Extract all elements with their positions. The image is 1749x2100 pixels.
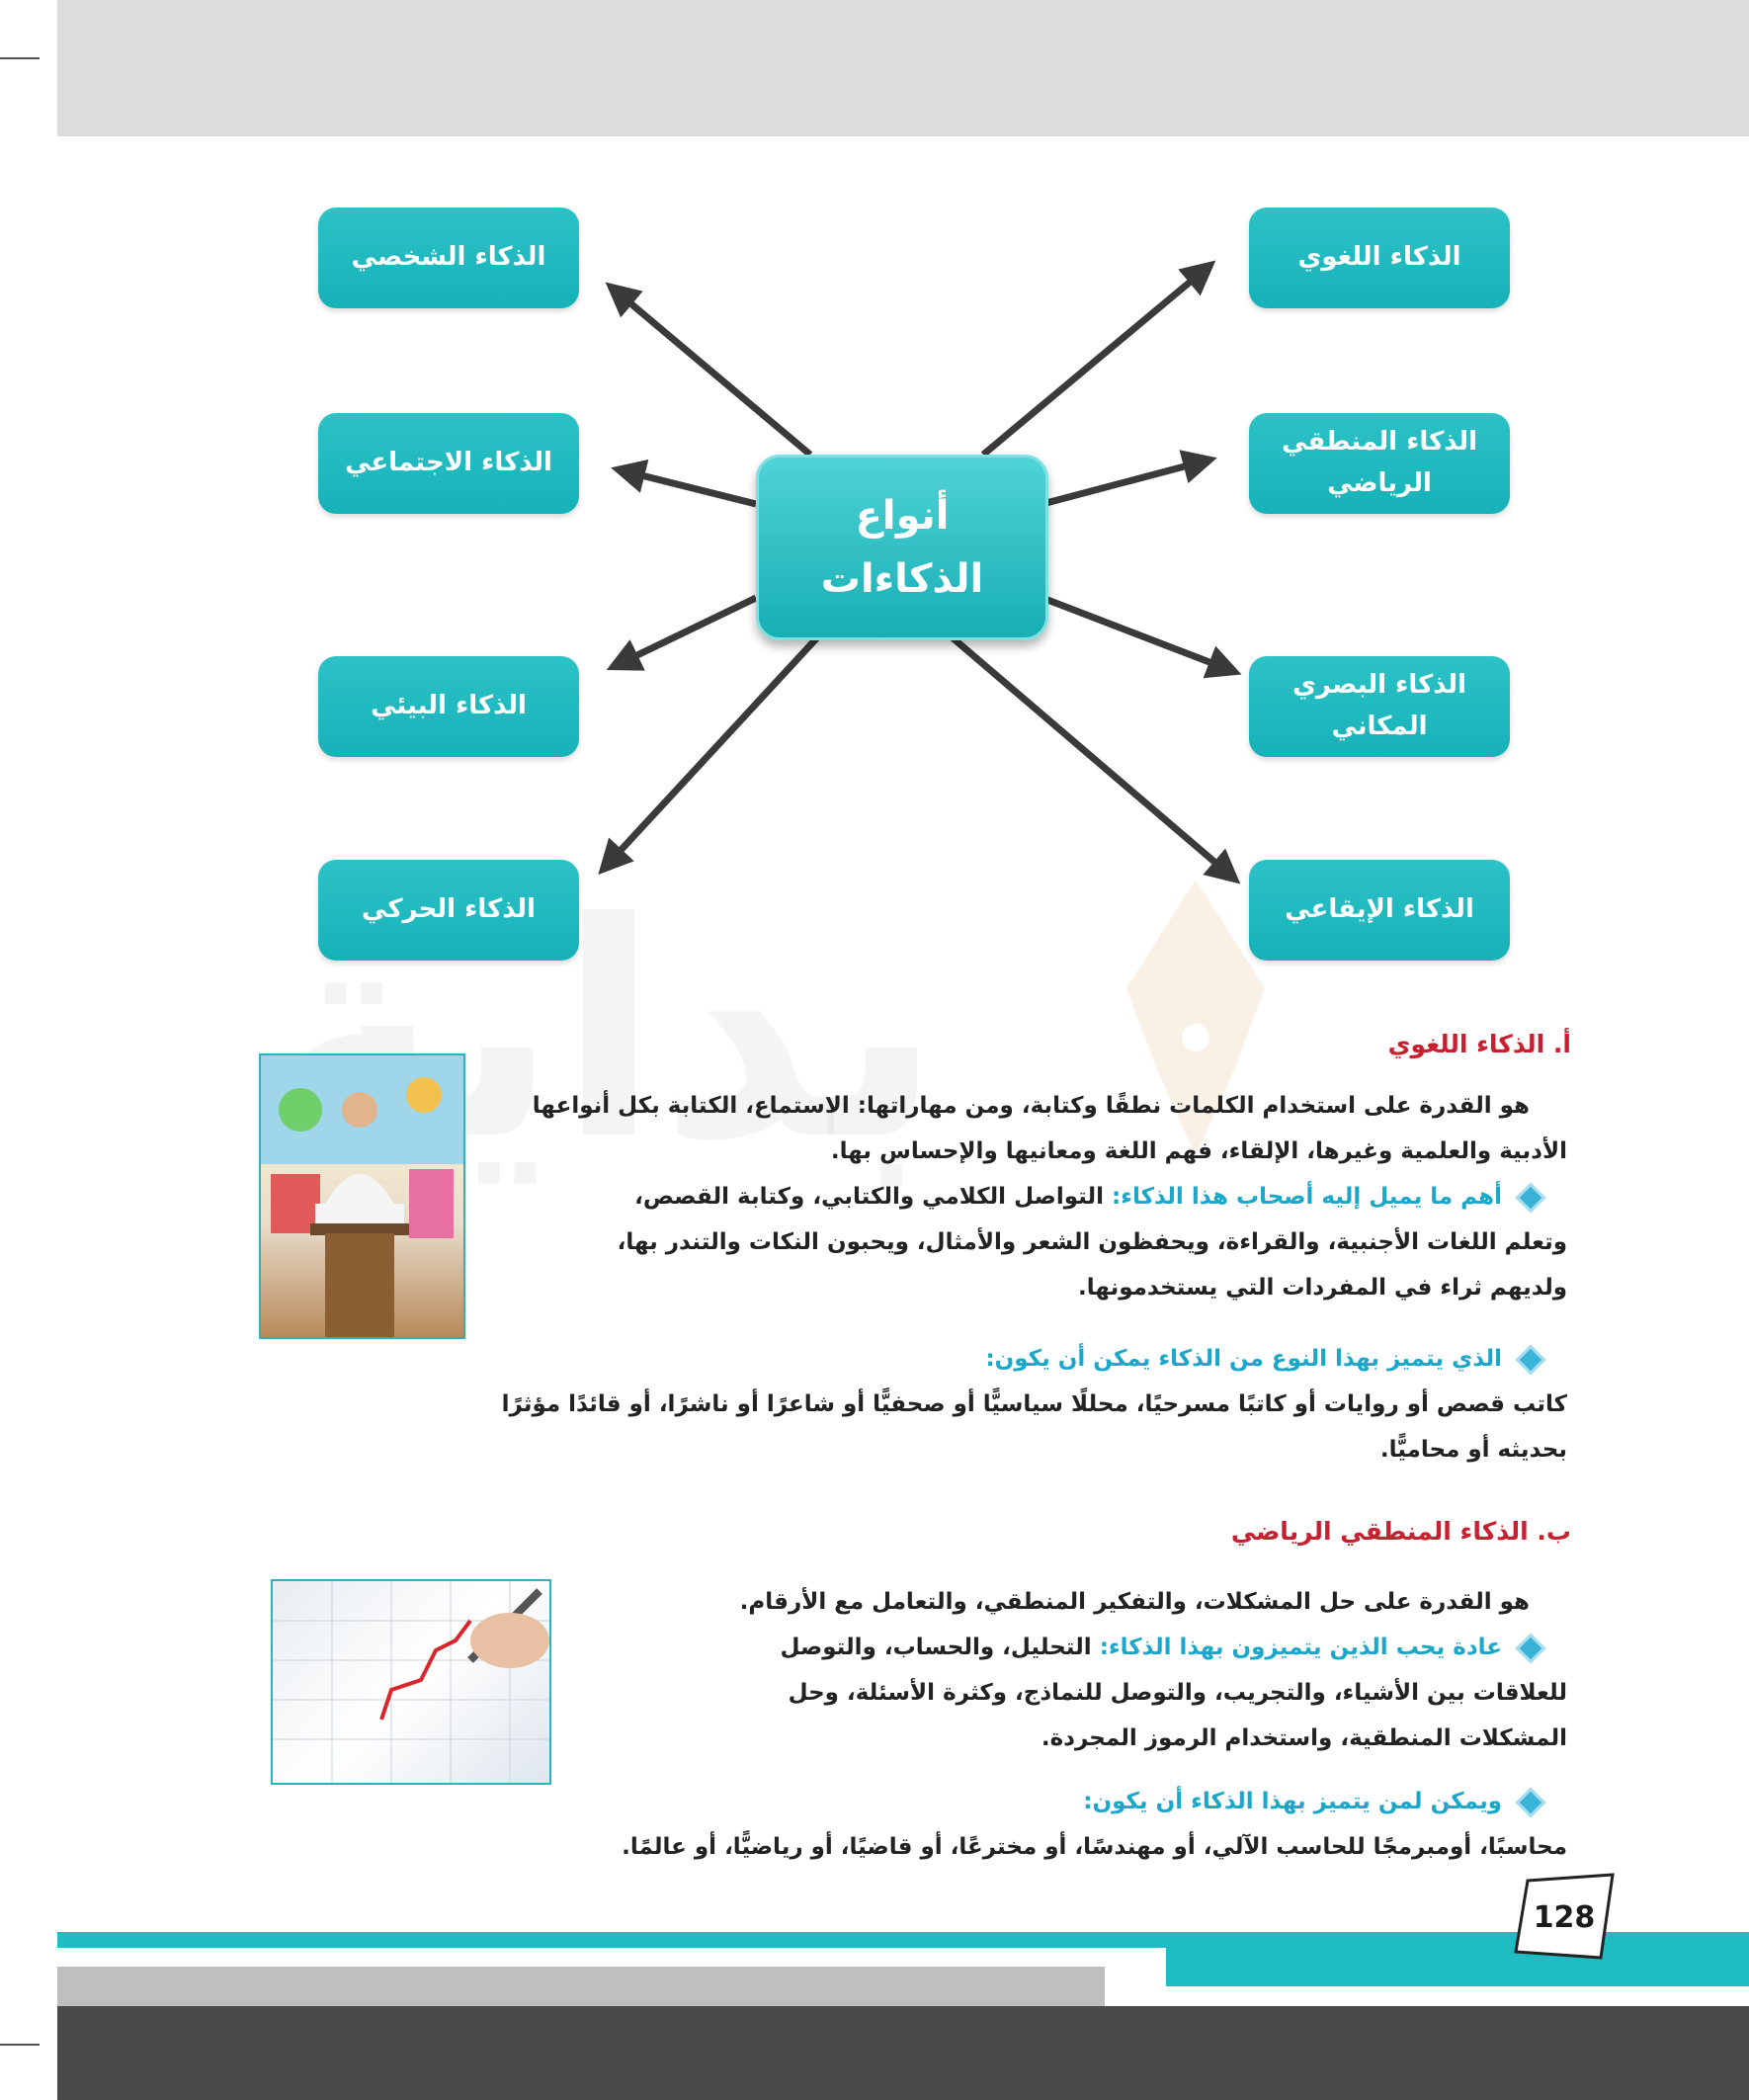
paragraph-line: الأدبية والعلمية وغيرها، الإلقاء، فهم اللغة ومعانيها والإحساس بها.	[830, 1138, 1567, 1164]
footer-band	[57, 2006, 1749, 2100]
page-number: 128	[1533, 1899, 1596, 1935]
section-b-text	[568, 1579, 1567, 1761]
box-linguistic-intelligence: الذكاء اللغوي	[1249, 208, 1510, 308]
footer-stripe	[57, 1932, 1749, 1948]
bullet-line	[479, 1174, 1567, 1219]
section-a-text	[479, 1083, 1567, 1310]
section-a-heading: أ. الذكاء اللغوي	[1387, 1030, 1571, 1058]
bullet-label: أهم ما يميل إليه أصحاب هذا الذكاء:	[1112, 1184, 1502, 1210]
bullet-line	[395, 1779, 1567, 1824]
paragraph-line: هو القدرة على حل المشكلات، والتفكير المنطقي، والتعامل مع الأرقام.	[739, 1589, 1530, 1615]
diamond-bullet-icon	[1515, 1344, 1545, 1375]
box-environmental-intelligence: الذكاء البيئي	[318, 656, 579, 757]
box-logical-intelligence: الذكاء المنطقي الرياضي	[1249, 413, 1510, 514]
paragraph-line: هو القدرة على استخدام الكلمات نطقًا وكتابة، ومن مهاراتها: الاستماع، الكتابة بكل أنواعها	[532, 1093, 1530, 1119]
paragraph-line: محاسبًا، أومبرمجًا للحاسب الآلي، أو مهندسًا، أو مخترعًا، أو قاضيًا، أو رياضيًّا، أو عالمًا.	[622, 1834, 1567, 1860]
section-b-heading: ب. الذكاء المنطقي الرياضي	[1230, 1517, 1571, 1546]
diamond-bullet-icon	[1515, 1633, 1545, 1663]
box-visual-intelligence: الذكاء البصري المكاني	[1249, 656, 1510, 757]
diamond-bullet-icon	[1515, 1787, 1545, 1817]
box-kinesthetic-intelligence: الذكاء الحركي	[318, 860, 579, 961]
bullet-label: ويمكن لمن يتميز بهذا الذكاء أن يكون:	[1083, 1789, 1502, 1814]
bullet-label: الذي يتميز بهذا النوع من الذكاء يمكن أن يكون:	[985, 1346, 1502, 1372]
paragraph-line: المشكلات المنطقية، واستخدام الرموز المجردة.	[1041, 1725, 1567, 1751]
box-social-intelligence: الذكاء الاجتماعي	[318, 413, 579, 514]
center-box-intelligence-types: أنواع الذكاءات	[756, 455, 1048, 640]
bullet-line	[296, 1336, 1567, 1382]
paragraph-line: ولديهم ثراء في المفردات التي يستخدمونها.	[1078, 1275, 1567, 1301]
footer-stripe	[1166, 1947, 1749, 1986]
box-personal-intelligence: الذكاء الشخصي	[318, 208, 579, 308]
paragraph-line: وتعلم اللغات الأجنبية، والقراءة، ويحفظون الشعر والأمثال، ويحبون النكات والتندر بها،	[617, 1229, 1567, 1255]
section-b-careers	[395, 1779, 1567, 1870]
bullet-label: عادة يحب الذين يتميزون بهذا الذكاء:	[1099, 1635, 1502, 1660]
box-rhythmic-intelligence: الذكاء الإيقاعي	[1249, 860, 1510, 961]
bullet-line	[568, 1625, 1567, 1670]
bullet-text: التواصل الكلامي والكتابي، وكتابة القصص،	[634, 1184, 1113, 1210]
paragraph-line: بحديثه أو محاميًّا.	[1379, 1437, 1567, 1463]
paragraph-line: للعلاقات بين الأشياء، والتجريب، والتوصل للنماذج، وكثرة الأسئلة، وحل	[788, 1680, 1567, 1706]
paragraph-line: كاتب قصص أو روايات أو كاتبًا مسرحيًا، محللًا سياسيًّا أو صحفيًّا أو شاعرًا أو ناشرًا، أو قائدًا مؤثرًا	[501, 1391, 1567, 1417]
section-a-careers	[296, 1336, 1567, 1472]
bullet-text: التحليل، والحساب، والتوصل	[780, 1635, 1100, 1660]
student-speaking-photo	[259, 1053, 465, 1339]
hand-drawing-graph-photo	[271, 1579, 551, 1785]
diamond-bullet-icon	[1515, 1182, 1545, 1213]
